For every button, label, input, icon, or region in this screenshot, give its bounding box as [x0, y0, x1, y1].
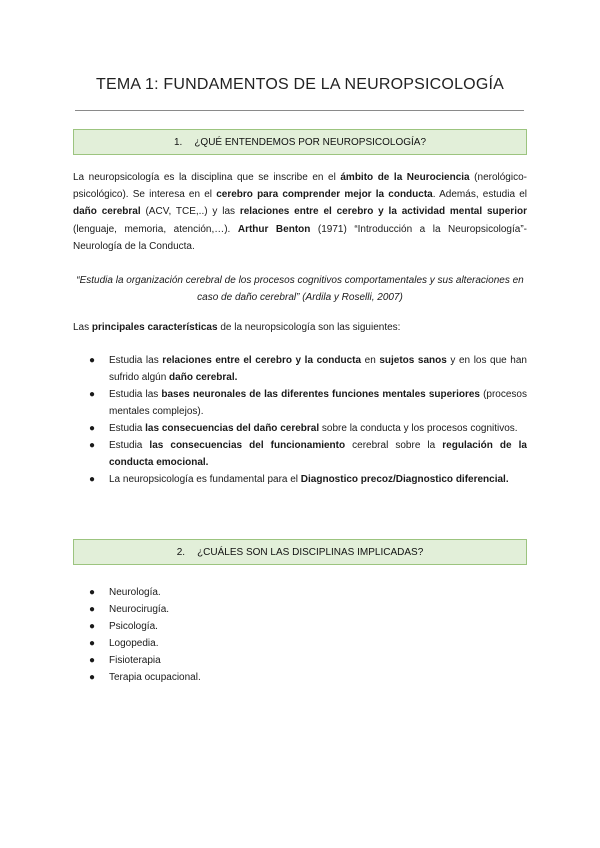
disciplines-list: [73, 584, 527, 686]
discipline-label: Fisioterapia: [109, 655, 161, 666]
intro-bold-3: daño cerebral: [73, 206, 141, 218]
bullet-icon: ●: [89, 638, 96, 649]
document-title: TEMA 1: FUNDAMENTOS DE LA NEUROPSICOLOGÍA: [96, 76, 504, 93]
bullet-icon: ●: [89, 440, 96, 451]
bullet-icon: ●: [89, 672, 96, 683]
bullet-icon: ●: [89, 604, 96, 615]
item-text: Estudia: [109, 440, 150, 451]
discipline-label: Terapia ocupacional.: [109, 672, 201, 683]
intro-text-6: (1971) “Introducción a la Neuropsicología”- Neurología de la Conducta.: [73, 223, 527, 252]
section-1-number: 1.: [173, 136, 183, 148]
list-item: [73, 352, 527, 386]
list-item: [73, 669, 527, 686]
intro-bold-4: relaciones entre el cerebro y la actividad mental superior: [239, 206, 527, 218]
characteristics-lead: [73, 322, 527, 333]
item-bold: las consecuencias del funcionamiento: [149, 440, 346, 451]
section-2-heading: [73, 539, 527, 565]
intro-paragraph: [73, 169, 527, 255]
bullet-icon: ●: [89, 474, 96, 485]
list-item: [73, 601, 527, 618]
item-text: en: [361, 355, 380, 366]
item-text: sobre la conducta y los procesos cognitivos.: [319, 423, 518, 434]
list-item: [73, 386, 527, 420]
item-bold: sujetos sanos: [379, 355, 447, 366]
item-bold: regulación de la conducta emocional.: [109, 440, 527, 468]
list-item: [73, 471, 527, 488]
item-text: La neuropsicología es fundamental para el: [109, 474, 301, 485]
item-text: Estudia las: [109, 389, 162, 400]
intro-text-2: (nerológico-psicológico). Se interesa en el: [73, 172, 527, 201]
item-text: Estudia: [109, 423, 146, 434]
list-item: [73, 420, 527, 437]
list-item: [73, 618, 527, 635]
lead-text-1: Las: [73, 322, 92, 333]
list-item: [73, 437, 527, 471]
discipline-label: Neurocirugía.: [109, 604, 170, 615]
discipline-label: Psicología.: [109, 621, 158, 632]
intro-bold-1: ámbito de la Neurociencia: [340, 172, 470, 183]
lead-text-2: de la neuropsicología son las siguientes:: [217, 322, 401, 333]
item-bold: Diagnostico precoz/Diagnostico diferencial.: [300, 474, 509, 485]
discipline-label: Logopedia.: [109, 638, 159, 649]
list-item: [73, 635, 527, 652]
definition-quote: [73, 272, 527, 306]
item-bold: las consecuencias del daño cerebral: [145, 423, 320, 434]
quote-citation: (Ardila y Roselli, 2007): [299, 292, 403, 303]
section-2-title: ¿CUÁLES SON LAS DISCIPLINAS IMPLICADAS?: [197, 546, 424, 558]
bullet-icon: ●: [89, 587, 96, 598]
item-bold: relaciones entre el cerebro y la conducta: [162, 355, 362, 366]
quote-text: “Estudia la organización cerebral de los procesos cognitivos comportamentales y sus alteraciones en caso de daño cerebral”: [76, 275, 524, 303]
bullet-icon: ●: [89, 355, 96, 366]
discipline-label: Neurología.: [109, 587, 161, 598]
section-1-heading: [73, 129, 527, 155]
lead-bold: principales características: [91, 322, 218, 333]
item-text: y en los que han sufrido algún: [109, 355, 527, 383]
item-bold: daño cerebral.: [169, 372, 238, 383]
intro-bold-2: cerebro para comprender mejor la conducta: [216, 189, 433, 201]
intro-text-3: . Además, estudia el: [432, 189, 527, 201]
intro-text-5: (lenguaje, memoria, atención,…).: [73, 223, 238, 235]
list-item: [73, 584, 527, 601]
intro-bold-5: Arthur Benton: [237, 223, 311, 235]
title-divider: [75, 110, 524, 111]
item-bold: bases neuronales de las diferentes funciones mentales superiores: [161, 389, 480, 400]
section-1-title: ¿QUÉ ENTENDEMOS POR NEUROPSICOLOGÍA?: [194, 136, 427, 148]
bullet-icon: ●: [89, 423, 96, 434]
intro-text-1: La neuropsicología es la disciplina que se inscribe en el: [73, 172, 341, 183]
bullet-icon: ●: [89, 655, 96, 666]
section-2-number: 2.: [176, 546, 186, 558]
bullet-icon: ●: [89, 389, 96, 400]
intro-text-4: (ACV, TCE,..) y las: [140, 206, 240, 218]
item-text: (procesos mentales complejos).: [109, 389, 527, 417]
list-item: [73, 652, 527, 669]
item-text: Estudia las: [109, 355, 163, 366]
item-text: cerebral sobre la: [345, 440, 443, 451]
bullet-icon: ●: [89, 621, 96, 632]
characteristics-list: [73, 352, 527, 488]
